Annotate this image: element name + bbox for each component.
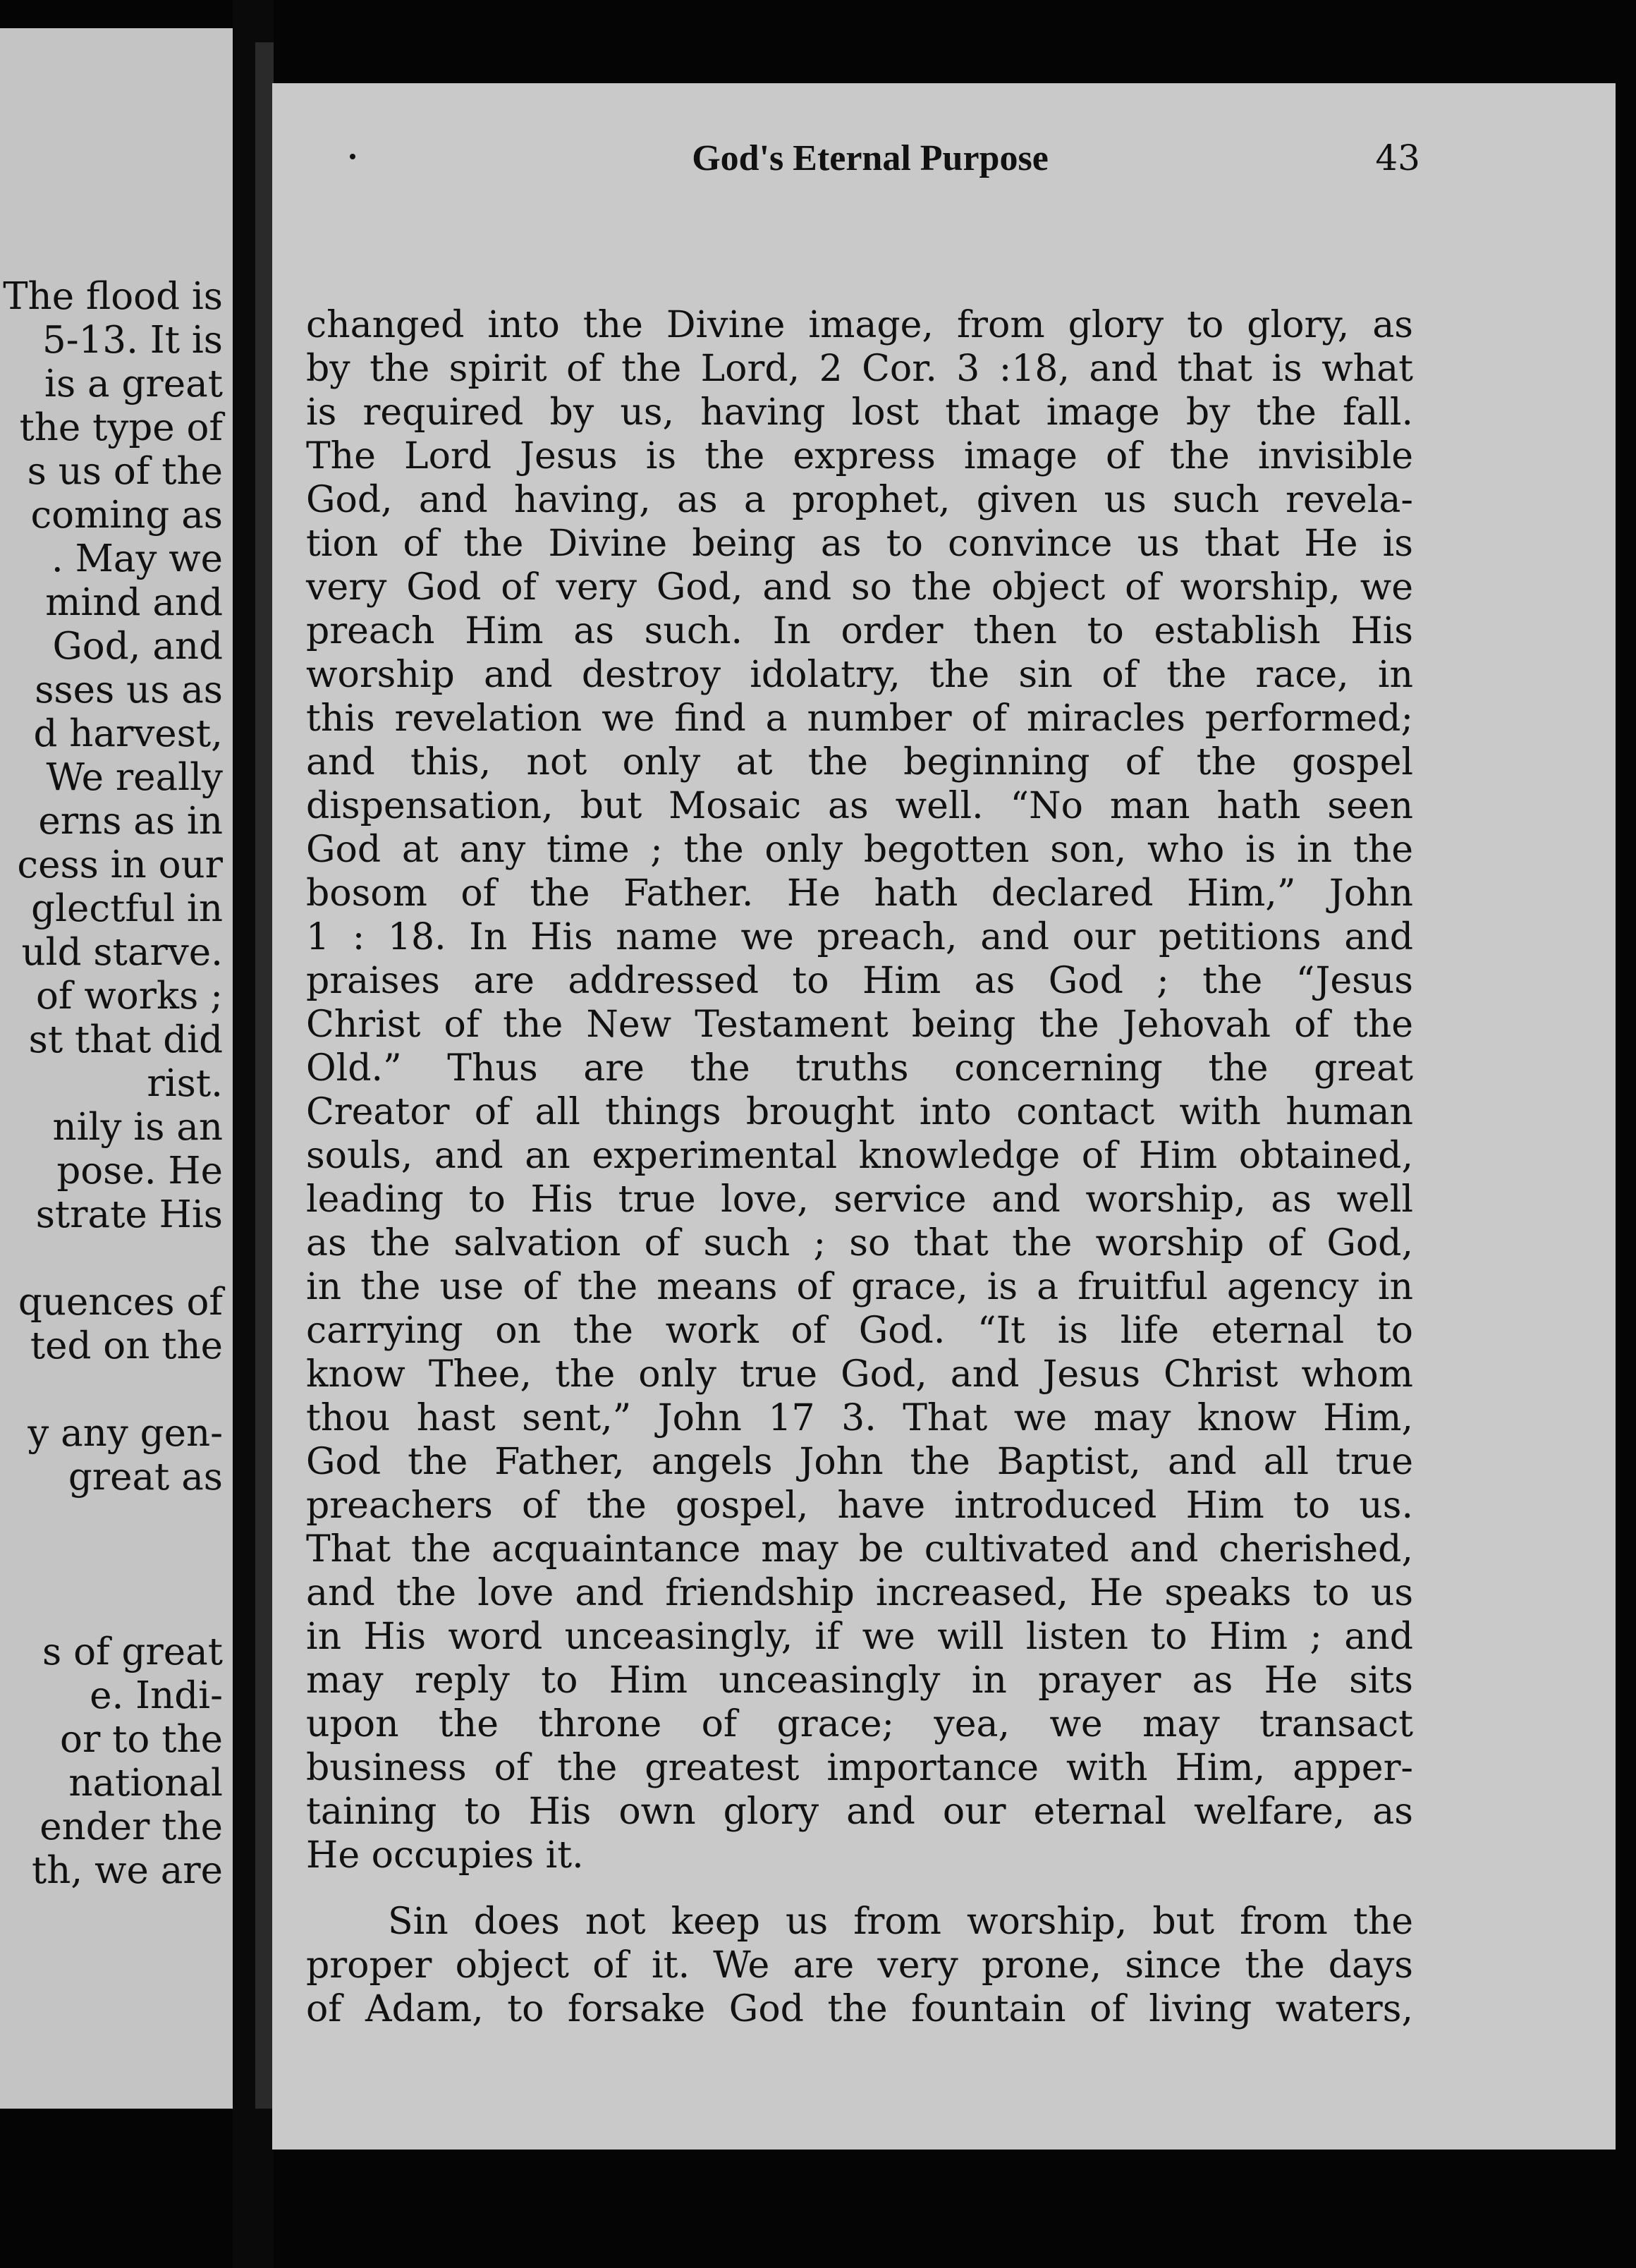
text-line: He occupies it.	[306, 1834, 584, 1877]
text-line: preachers of the gospel, have introduced Him to us.	[306, 1484, 1413, 1527]
facing-page-line: glectful in	[31, 887, 223, 930]
facing-page-line: mind and	[45, 581, 223, 624]
text-line: changed into the Divine image, from glory to glory, as	[306, 304, 1413, 346]
running-head: God's Eternal Purpose	[692, 138, 1049, 178]
text-line: in the use of the means of grace, is a fruitful agency in	[306, 1266, 1413, 1308]
facing-page-line: th, we are	[31, 1849, 223, 1892]
text-line: is required by us, having lost that image by the fall.	[306, 391, 1413, 434]
facing-page-line: pose. He	[56, 1150, 223, 1193]
text-line: preach Him as such. In order then to establish His	[306, 610, 1413, 652]
text-line: 1 : 18. In His name we preach, and our petitions and	[306, 916, 1413, 958]
facing-page-line: s us of the	[27, 450, 223, 493]
text-line: by the spirit of the Lord, 2 Cor. 3 :18, and that is what	[306, 348, 1413, 390]
facing-page-line: or to the	[60, 1718, 223, 1761]
facing-page-line: national	[68, 1762, 223, 1805]
text-line: The Lord Jesus is the express image of the invisible	[306, 435, 1413, 477]
text-line: proper object of it. We are very prone, since the days	[306, 1944, 1413, 1987]
text-line: of Adam, to forsake God the fountain of living waters,	[306, 1988, 1413, 2030]
text-line: tion of the Divine being as to convince us that He is	[306, 523, 1413, 565]
facing-page-line: ender the	[39, 1805, 223, 1848]
facing-page-line: d harvest,	[33, 712, 223, 755]
text-line: and this, not only at the beginning of the gospel	[306, 741, 1413, 784]
text-line: may reply to Him unceasingly in prayer as He sits	[306, 1659, 1413, 1702]
text-line: upon the throne of grace; yea, we may transact	[306, 1703, 1413, 1745]
facing-page-line: The flood is	[3, 275, 223, 318]
text-line: business of the greatest importance with Him, apper-	[306, 1747, 1413, 1789]
text-line: worship and destroy idolatry, the sin of the race, in	[306, 654, 1413, 696]
text-line: in His word unceasingly, if we will listen to Him ; and	[306, 1616, 1413, 1658]
facing-page-line: st that did	[28, 1018, 223, 1061]
facing-page-line: God, and	[52, 625, 223, 668]
facing-page-line: sses us as	[35, 669, 223, 712]
facing-page-line: nily is an	[52, 1106, 223, 1149]
text-line: as the salvation of such ; so that the worship of God,	[306, 1222, 1413, 1264]
facing-page-line: cess in our	[17, 843, 223, 886]
facing-page-line: . May we	[51, 537, 223, 580]
text-line: taining to His own glory and our eternal welfare, as	[306, 1791, 1413, 1833]
print-speck	[350, 154, 355, 159]
text-line: this revelation we find a number of miracles performed;	[306, 697, 1413, 740]
text-line: thou hast sent,” John 17 3. That we may know Him,	[306, 1397, 1413, 1439]
facing-page-line: We really	[46, 756, 223, 799]
facing-page-line: the type of	[19, 406, 223, 449]
text-line: Christ of the New Testament being the Jehovah of the	[306, 1004, 1413, 1046]
text-line: Old.” Thus are the truths concerning the great	[306, 1047, 1413, 1090]
facing-page-line: is a great	[44, 362, 223, 406]
text-line: Creator of all things brought into contact with human	[306, 1091, 1413, 1133]
facing-page-line: erns as in	[38, 800, 223, 843]
facing-page-line: y any gen-	[28, 1412, 223, 1455]
facing-page-line: coming as	[30, 494, 223, 537]
text-line: souls, and an experimental knowledge of Him obtained,	[306, 1135, 1413, 1177]
text-line: leading to His true love, service and worship, as well	[306, 1178, 1413, 1221]
text-line: dispensation, but Mosaic as well. “No man hath seen	[306, 785, 1413, 827]
text-line: praises are addressed to Him as God ; the “Jesus	[306, 960, 1413, 1002]
facing-page-line: rist.	[147, 1062, 223, 1105]
facing-page-line: e. Indi-	[90, 1674, 223, 1717]
text-line: bosom of the Father. He hath declared Him,” John	[306, 872, 1413, 915]
page-number: 43	[1375, 138, 1420, 178]
facing-page	[0, 28, 233, 2109]
text-line: carrying on the work of God. “It is life eternal to	[306, 1310, 1413, 1352]
gutter-edge	[255, 42, 274, 2109]
facing-page-line: s of great	[42, 1630, 223, 1673]
text-line: God the Father, angels John the Baptist, and all true	[306, 1441, 1413, 1483]
facing-page-line: ted on the	[30, 1324, 223, 1367]
facing-page-line: strate His	[35, 1193, 223, 1236]
facing-page-line: of works ;	[36, 975, 223, 1018]
facing-page-line: quences of	[18, 1281, 223, 1324]
facing-page-line: 5-13. It is	[42, 319, 223, 362]
text-line: very God of very God, and so the object of worship, we	[306, 566, 1413, 609]
page-header	[377, 138, 1420, 187]
facing-page-line: uld starve.	[21, 931, 223, 974]
text-line: That the acquaintance may be cultivated and cherished,	[306, 1528, 1413, 1571]
facing-page-line: great as	[68, 1456, 223, 1499]
text-line: Sin does not keep us from worship, but from the	[388, 1901, 1413, 1943]
text-line: know Thee, the only true God, and Jesus Christ whom	[306, 1353, 1413, 1396]
text-line: God, and having, as a prophet, given us such revela-	[306, 479, 1413, 521]
text-line: and the love and friendship increased, He speaks to us	[306, 1572, 1413, 1614]
text-line: God at any time ; the only begotten son, who is in the	[306, 829, 1413, 871]
